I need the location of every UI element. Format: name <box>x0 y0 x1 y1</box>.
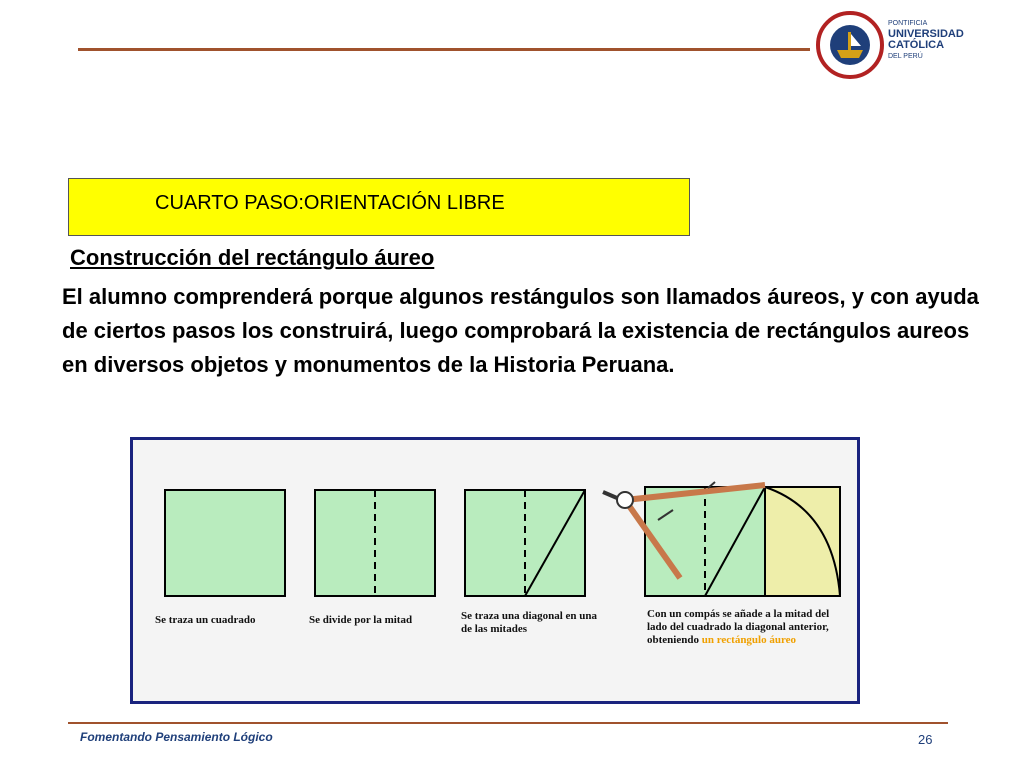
caption-step-1: Se traza un cuadrado <box>155 614 256 626</box>
logo-line-4: DEL PERÚ <box>888 53 923 60</box>
university-name <box>888 18 964 62</box>
section-heading: Construcción del rectángulo áureo <box>70 245 435 270</box>
caption-step-2: Se divide por la mitad <box>309 614 413 626</box>
logo-line-3: CATÓLICA <box>888 39 945 51</box>
caption-highlight: un rectángulo áureo <box>701 634 797 646</box>
step-title-box <box>68 178 690 236</box>
logo-line-1: PONTIFICIA <box>888 20 928 27</box>
golden-rectangle-figure <box>130 437 860 704</box>
header-rule <box>78 48 810 51</box>
footer-title: Fomentando Pensamiento Lógico <box>80 730 273 744</box>
page-number: 26 <box>918 732 933 747</box>
footer-rule <box>68 722 948 724</box>
caption-step-4-text: Con un compás se añade a la mitad del lado del cuadrado la diagonal anterior, obteniendo <box>647 608 830 646</box>
step1-square <box>165 490 285 596</box>
step-title: CUARTO PASO:ORIENTACIÓN LIBRE <box>155 192 505 214</box>
caption-step-4 <box>647 608 847 647</box>
construction-diagram <box>133 440 857 701</box>
description-paragraph: El alumno comprenderá porque algunos restángulos son llamados áureos, y con ayuda de ciertos pasos los construirá, luego comprobará la existencia de rectángulos aureos en diversos objetos y monumentos de la Historia Peruana. <box>62 284 979 377</box>
caption-step-3: Se traza una diagonal en una de las mitades <box>461 610 597 635</box>
step4-extension <box>765 487 840 596</box>
logo-line-2: UNIVERSIDAD <box>888 28 964 40</box>
